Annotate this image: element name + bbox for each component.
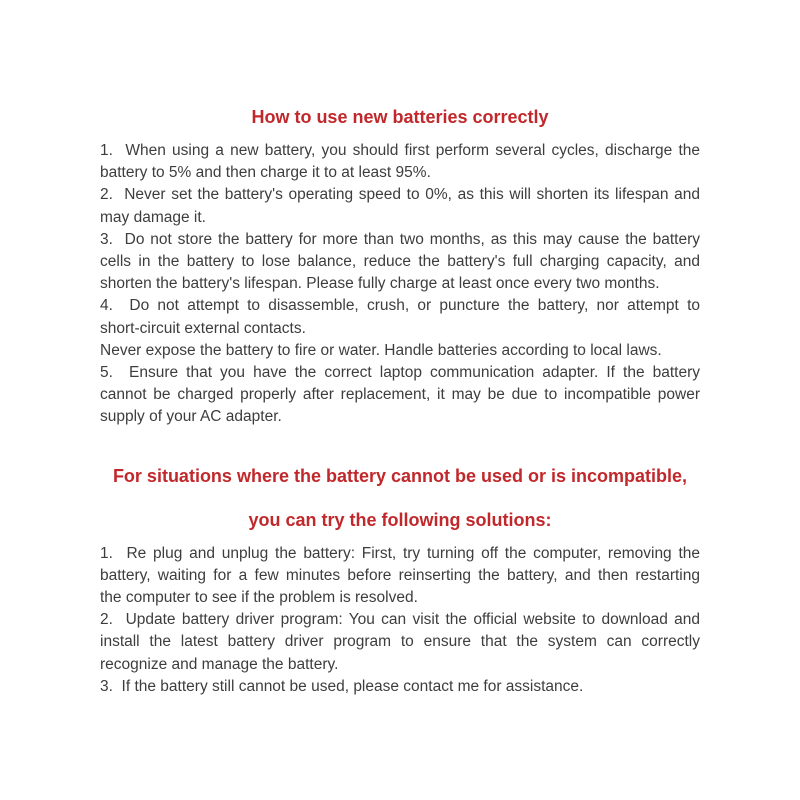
text-line: short-circuit external contacts. <box>100 319 306 337</box>
section-title-how-to-use-batteries: How to use new batteries correctly <box>251 107 549 127</box>
instruction-paragraph-4 <box>100 295 700 339</box>
solutions-body <box>100 543 700 698</box>
text-line: 1. When using a new battery, you should first perform several cycles, discharge the <box>100 142 700 159</box>
instructions-body <box>100 140 700 429</box>
text-line: battery to 5% and then charge it to at least 95%. <box>100 164 431 182</box>
text-line: 2. Update battery driver program: You can visit the official website to download and <box>100 611 700 629</box>
text-line: 2. Never set the battery's operating speed to 0%, as this will shorten its lifespan and <box>100 186 700 204</box>
text-line: the computer to see if the problem is resolved. <box>100 589 418 607</box>
section-title-following-solutions: you can try the following solutions: <box>248 509 552 530</box>
text-line: install the latest battery driver program to ensure that the system can correctly <box>100 633 700 651</box>
instruction-paragraph-1 <box>100 140 700 184</box>
text-line: 4. Do not attempt to disassemble, crush, or puncture the battery, nor attempt to <box>100 297 700 315</box>
solution-paragraph-3 <box>100 676 700 698</box>
instruction-paragraph-5 <box>100 340 700 362</box>
text-line: cells in the battery to lose balance, reduce the battery's full charging capacity, and <box>100 253 700 271</box>
text-line: 3. Do not store the battery for more than two months, as this may cause the battery <box>100 230 700 248</box>
section-title-incompatible-situations: For situations where the battery cannot be used or is incompatible, <box>112 465 688 486</box>
solution-paragraph-2 <box>100 609 700 676</box>
text-line: 3. If the battery still cannot be used, please contact me for assistance. <box>100 677 584 695</box>
text-line: 5. Ensure that you have the correct laptop communication adapter. If the battery <box>100 364 700 382</box>
text-line: supply of your AC adapter. <box>100 408 282 426</box>
text-line: may damage it. <box>100 208 206 226</box>
text-line: recognize and manage the battery. <box>100 655 339 673</box>
solution-paragraph-1 <box>100 543 700 610</box>
instruction-paragraph-2 <box>100 184 700 228</box>
text-line: Never expose the battery to fire or water. Handle batteries according to local laws. <box>100 341 662 359</box>
text-line: 1. Re plug and unplug the battery: First, try turning off the computer, removing the <box>100 544 700 562</box>
instruction-paragraph-6 <box>100 362 700 429</box>
instruction-paragraph-3 <box>100 229 700 296</box>
text-line: shorten the battery's lifespan. Please fully charge at least once every two months. <box>100 275 660 293</box>
text-line: cannot be charged properly after replacement, it may be due to incompatible power <box>100 386 700 404</box>
text-line: battery, waiting for a few minutes before reinserting the battery, and then restarting <box>100 566 700 584</box>
